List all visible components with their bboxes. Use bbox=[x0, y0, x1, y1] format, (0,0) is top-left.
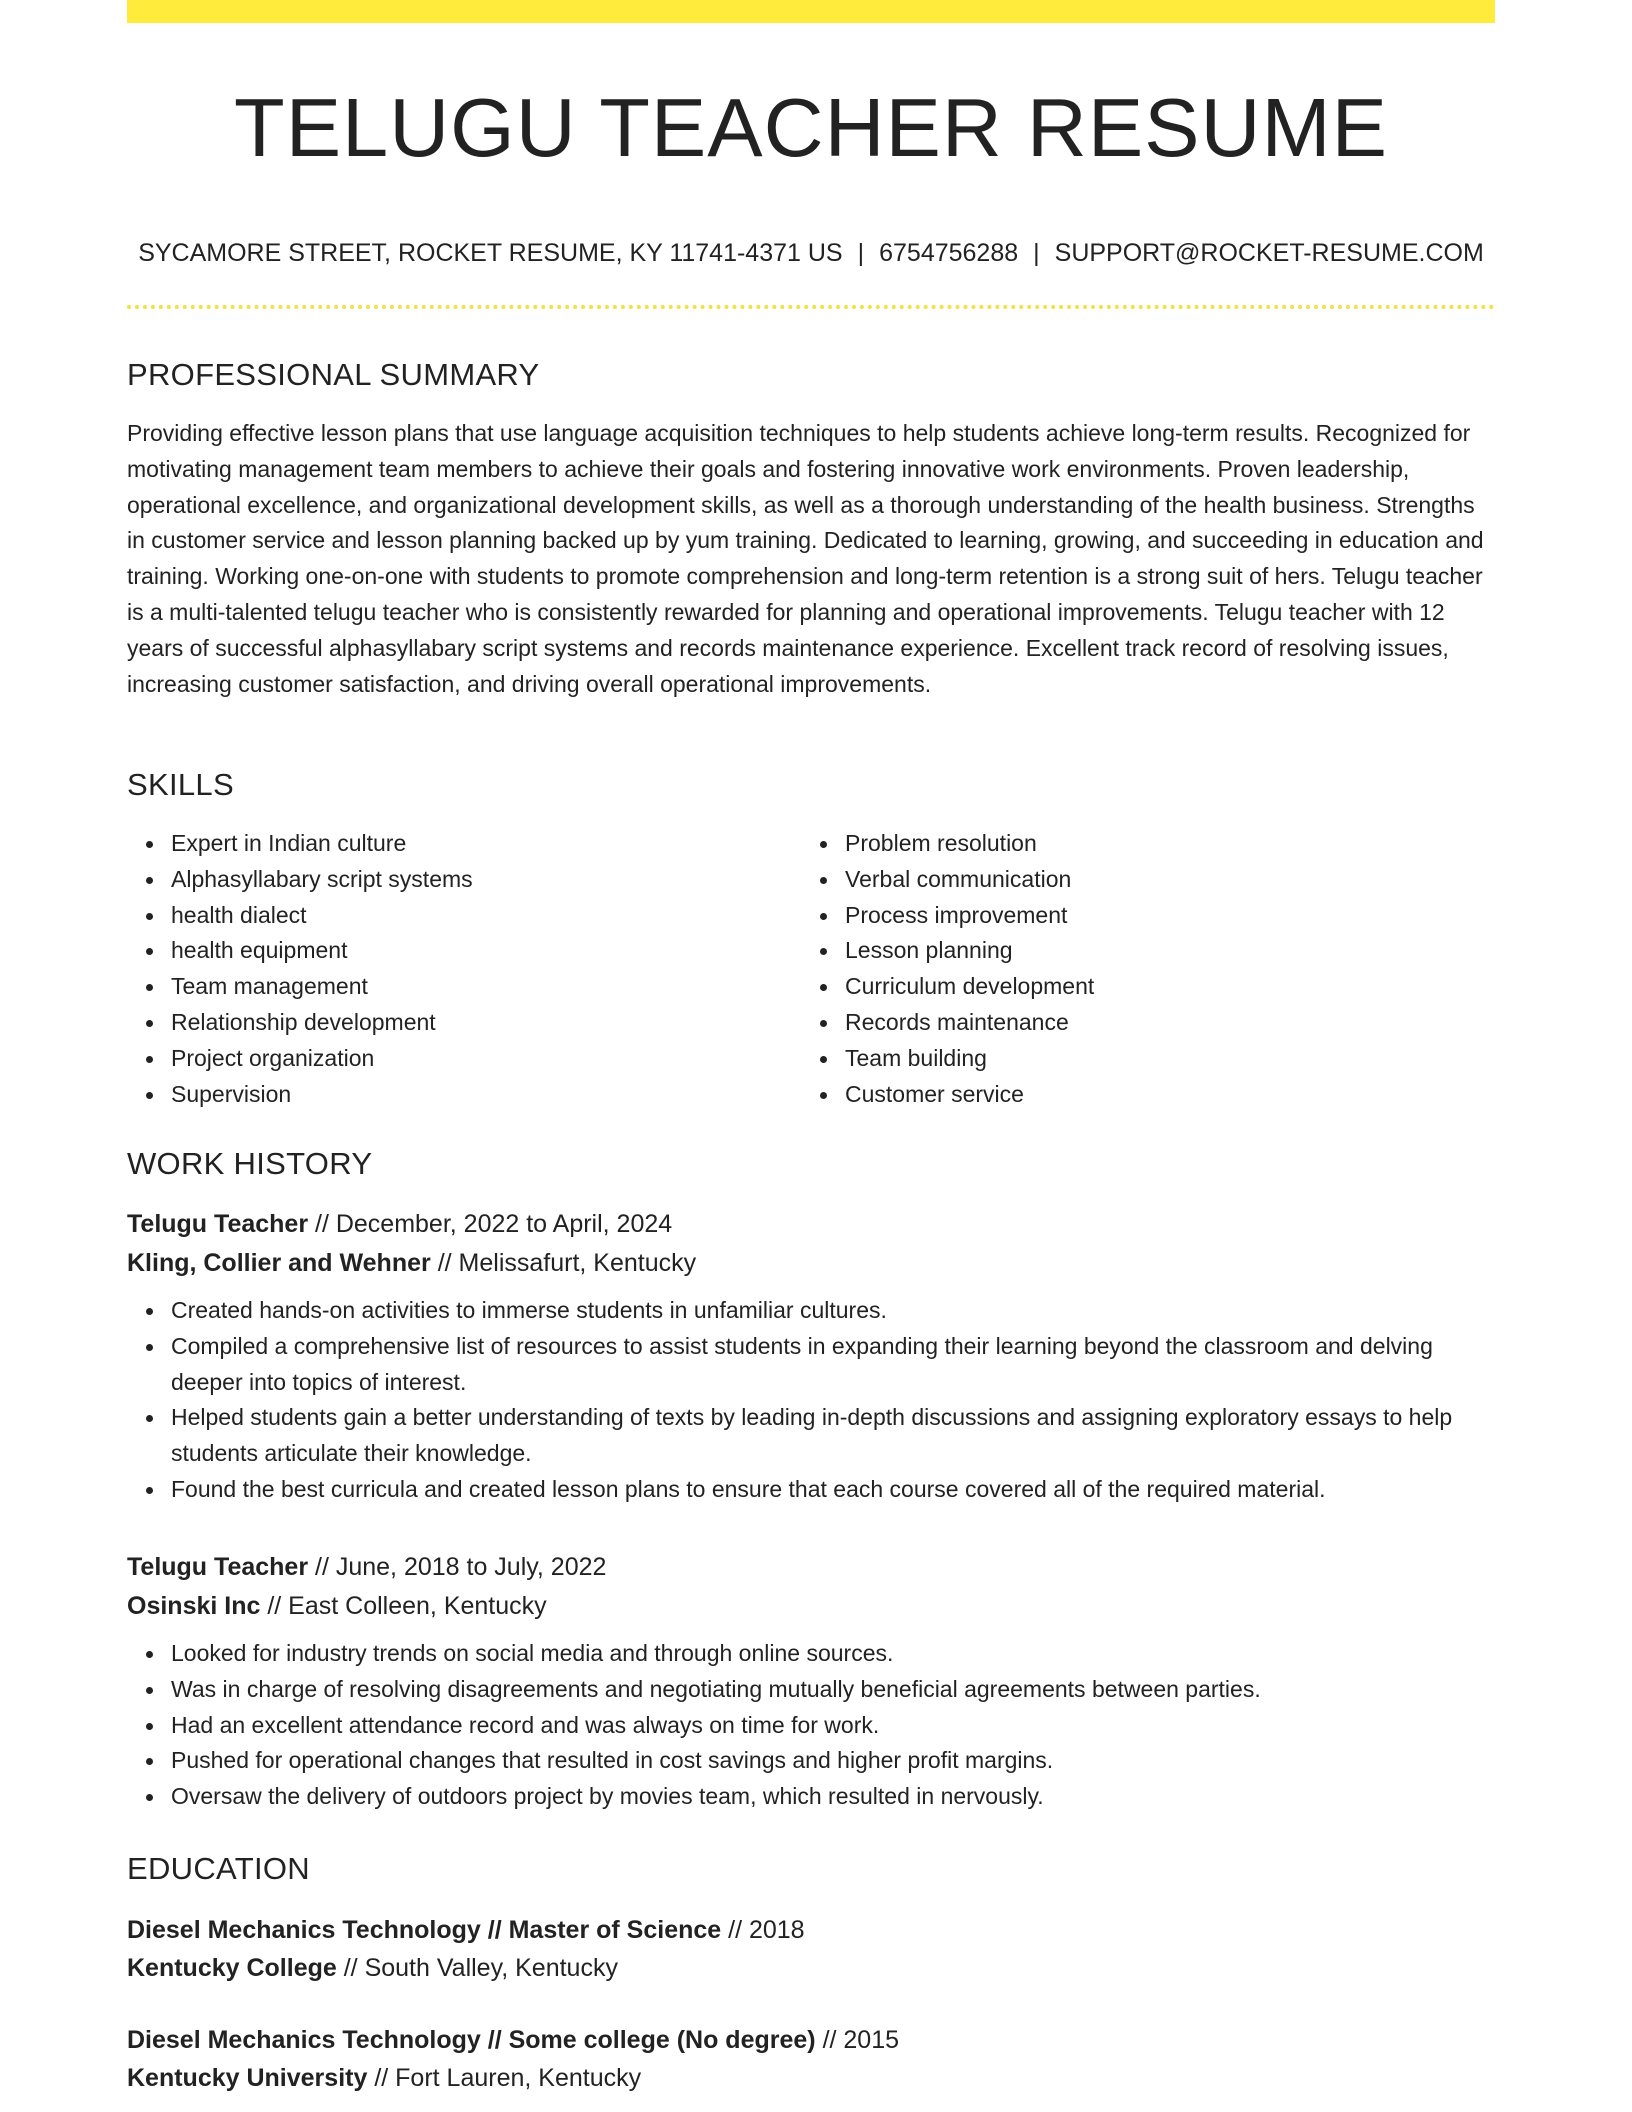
job-company: Osinski Inc bbox=[127, 1592, 261, 1620]
job-dates: // June, 2018 to July, 2022 bbox=[308, 1553, 607, 1581]
job-title-line bbox=[127, 1205, 1495, 1244]
job-bullets bbox=[127, 1293, 1495, 1508]
skill-item: Curriculum development bbox=[801, 969, 1421, 1005]
education-location: // South Valley, Kentucky bbox=[336, 1954, 618, 1982]
job-title: Telugu Teacher bbox=[127, 1210, 309, 1238]
contact-email[interactable]: SUPPORT@ROCKET-RESUME.COM bbox=[1054, 239, 1484, 267]
education-school: Kentucky College bbox=[127, 1954, 337, 1982]
job-company: Kling, Collier and Wehner bbox=[127, 1249, 431, 1277]
education-entry bbox=[127, 2021, 1495, 2097]
skills-heading: SKILLS bbox=[127, 767, 234, 802]
skill-item: Team building bbox=[801, 1041, 1421, 1077]
job-bullet: Helped students gain a better understanding of texts by leading in-depth discussions and assigning exploratory essays to help students articulate their knowledge. bbox=[127, 1400, 1495, 1472]
summary-text: Providing effective lesson plans that use language acquisition techniques to help students achieve long-term results. Recognized for motivating management team members to achieve their goals and fostering innovative work environments. Proven leadership, operational excellence, and organizational development skills, as well as a thorough understanding of the health business. Strengths in customer service and lesson planning backed up by yum training. Dedicated to learning, growing, and succeeding in education and training. Working one-on-one with students to promote comprehension and long-term retention is a strong suit of hers. Telugu teacher is a multi-talented telugu teacher who is consistently rewarded for planning and operational improvements. Telugu teacher with 12 years of successful alphasyllabary script systems and records maintenance experience. Excellent track record of resolving issues, increasing customer satisfaction, and driving overall operational improvements. bbox=[127, 420, 1484, 697]
education-location: // Fort Lauren, Kentucky bbox=[367, 2064, 642, 2092]
skill-item: Process improvement bbox=[801, 898, 1421, 934]
job-location: // Melissafurt, Kentucky bbox=[430, 1249, 697, 1277]
job-bullet: Found the best curricula and created lesson plans to ensure that each course covered all of the required material. bbox=[127, 1472, 1495, 1508]
education-school-line bbox=[127, 1949, 1495, 1987]
job-bullet: Pushed for operational changes that resulted in cost savings and higher profit margins. bbox=[127, 1743, 1495, 1779]
job-title: Telugu Teacher bbox=[127, 1553, 309, 1581]
job-bullet: Had an excellent attendance record and was always on time for work. bbox=[127, 1708, 1495, 1744]
education-school-line bbox=[127, 2059, 1495, 2097]
job-bullets bbox=[127, 1636, 1495, 1815]
job-location: // East Colleen, Kentucky bbox=[260, 1592, 547, 1620]
job-company-line bbox=[127, 1244, 1495, 1283]
skill-item: Team management bbox=[127, 969, 747, 1005]
summary-heading: PROFESSIONAL SUMMARY bbox=[127, 357, 540, 392]
skills-column-left bbox=[127, 826, 747, 1112]
contact-separator: | bbox=[857, 239, 865, 267]
skill-item: Problem resolution bbox=[801, 826, 1421, 862]
job-bullet: Created hands-on activities to immerse students in unfamiliar cultures. bbox=[127, 1293, 1495, 1329]
skill-item: Lesson planning bbox=[801, 933, 1421, 969]
education-degree-line bbox=[127, 1911, 1495, 1949]
skill-item: Relationship development bbox=[127, 1005, 747, 1041]
skill-item: Records maintenance bbox=[801, 1005, 1421, 1041]
contact-address: SYCAMORE STREET, ROCKET RESUME, KY 11741-4371 US bbox=[138, 239, 843, 267]
contact-separator: | bbox=[1033, 239, 1040, 267]
education-year: // 2018 bbox=[721, 1916, 805, 1944]
accent-bar bbox=[127, 0, 1495, 23]
skill-item: health dialect bbox=[127, 898, 747, 934]
job-bullet: Was in charge of resolving disagreements and negotiating mutually beneficial agreements between parties. bbox=[127, 1672, 1495, 1708]
skill-item: Verbal communication bbox=[801, 862, 1421, 898]
job-entry bbox=[127, 1205, 1495, 1508]
job-bullet: Oversaw the delivery of outdoors project by movies team, which resulted in nervously. bbox=[127, 1779, 1495, 1815]
skill-item: health equipment bbox=[127, 933, 747, 969]
job-company-line bbox=[127, 1587, 1495, 1626]
education-degree: Diesel Mechanics Technology // Some college (No degree) bbox=[127, 2026, 816, 2054]
education-degree: Diesel Mechanics Technology // Master of Science bbox=[127, 1916, 722, 1944]
education-entry bbox=[127, 1911, 1495, 1987]
skill-item: Alphasyllabary script systems bbox=[127, 862, 747, 898]
contact-phone: 6754756288 bbox=[879, 239, 1019, 267]
skills-column-right bbox=[801, 826, 1421, 1112]
resume-title: TELUGU TEACHER RESUME bbox=[234, 81, 1388, 174]
skill-item: Project organization bbox=[127, 1041, 747, 1077]
contact-line bbox=[127, 236, 1495, 270]
job-entry bbox=[127, 1548, 1495, 1815]
skill-item: Expert in Indian culture bbox=[127, 826, 747, 862]
job-title-line bbox=[127, 1548, 1495, 1587]
skill-item: Customer service bbox=[801, 1077, 1421, 1113]
education-heading: EDUCATION bbox=[127, 1851, 310, 1886]
job-bullet: Compiled a comprehensive list of resources to assist students in expanding their learning beyond the classroom and delving deeper into topics of interest. bbox=[127, 1329, 1495, 1401]
skill-item: Supervision bbox=[127, 1077, 747, 1113]
education-degree-line bbox=[127, 2021, 1495, 2059]
dotted-divider bbox=[127, 305, 1495, 309]
work-heading: WORK HISTORY bbox=[127, 1146, 373, 1181]
job-bullet: Looked for industry trends on social media and through online sources. bbox=[127, 1636, 1495, 1672]
education-year: // 2015 bbox=[815, 2026, 900, 2054]
job-dates: // December, 2022 to April, 2024 bbox=[308, 1210, 673, 1238]
education-school: Kentucky University bbox=[127, 2064, 368, 2092]
